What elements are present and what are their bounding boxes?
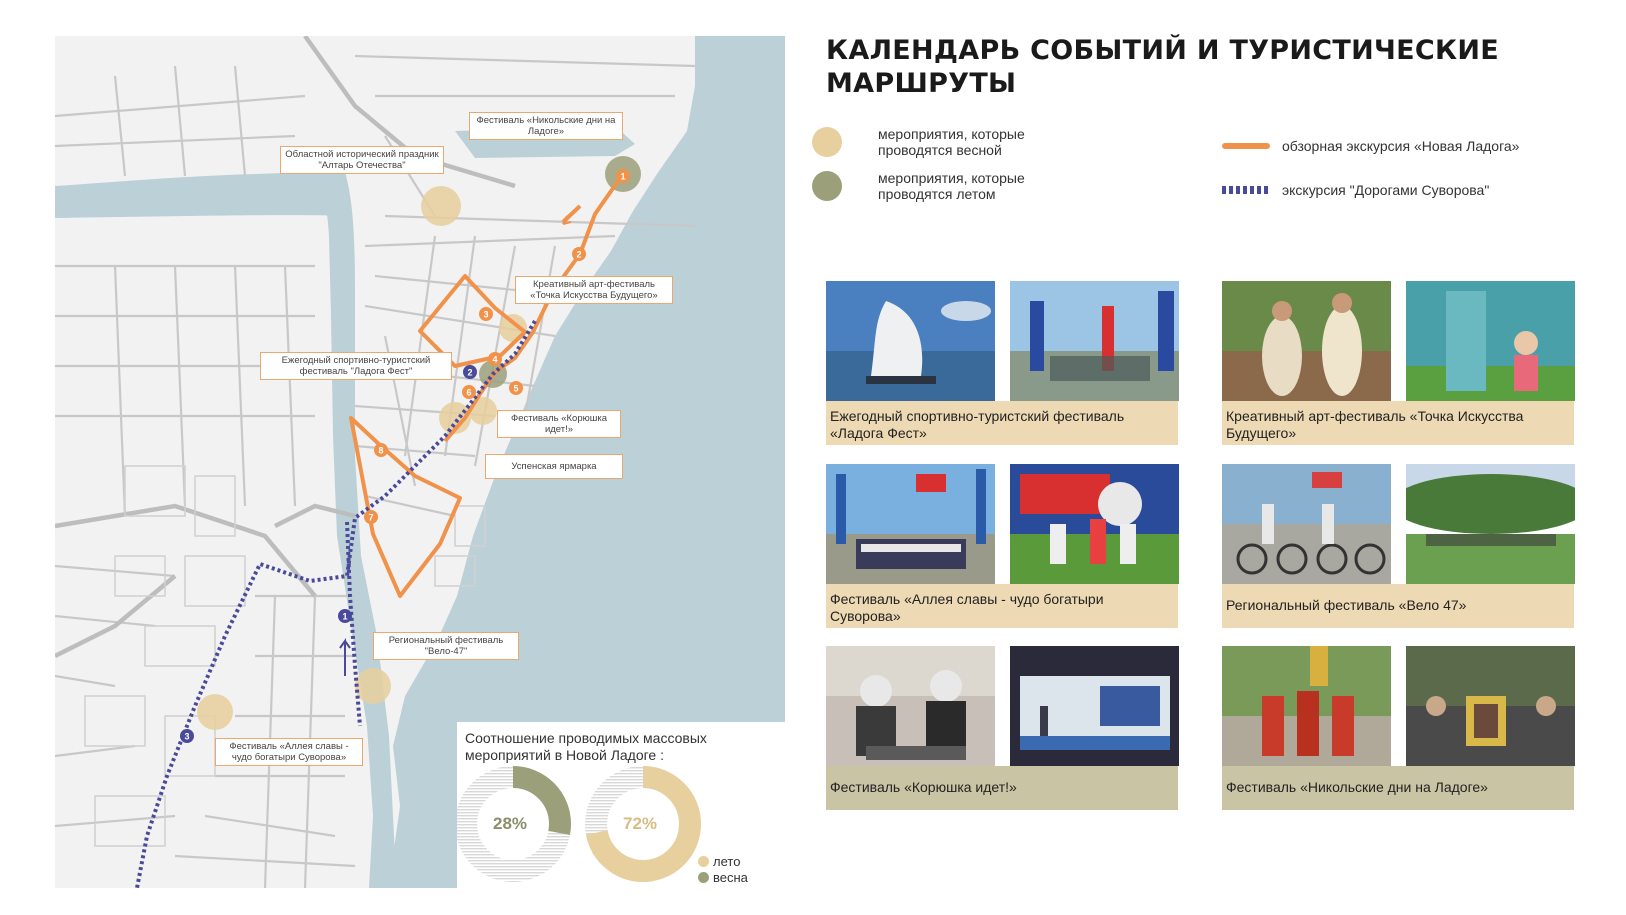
summer-dot-icon [698,872,709,883]
map-label-nikolskie[interactable]: Фестиваль «Никольские дни на Ладоге» [469,112,623,140]
legend-summer-text: мероприятия, которые проводятся летом [878,170,1025,202]
card-caption: Региональный фестиваль «Вело 47» [1222,584,1574,628]
legend-orange-text: обзорная экскурсия «Новая Ладога» [1282,138,1520,154]
dotted-line-icon [1222,186,1270,194]
map-label-velo[interactable]: Региональный фестиваль "Вело-47" [373,632,519,660]
ratio-legend-spring-text: весна [713,870,748,885]
map-label-koryushka[interactable]: Фестиваль «Корюшка идет!» [497,410,621,438]
page-title: КАЛЕНДАРЬ СОБЫТИЙ И ТУРИСТИЧЕСКИЕ МАРШРУТЫ [826,35,1500,99]
photo-bicycles[interactable] [1222,464,1391,584]
photo-dancers[interactable] [1222,281,1391,401]
photo-sailboat[interactable] [826,281,995,401]
map-label-altar[interactable]: Областной исторический праздник "Алтарь Отечества" [280,146,444,174]
summer-circle-icon [812,171,842,201]
route-stop-number: 6 [466,387,472,398]
card-caption: Фестиваль «Корюшка идет!» [826,766,1178,810]
donut-summer-label: 28% [493,814,528,833]
legend-summer [812,170,1112,202]
map-label-alleya[interactable]: Фестиваль «Аллея славы - чудо богатыри Суворова» [215,738,363,766]
route-stop-number: 8 [378,445,384,456]
legend-purple-text: экскурсия "Дорогами Суворова" [1282,182,1490,198]
route-stop-number: 2 [467,367,473,378]
photo-procession[interactable] [1222,646,1391,766]
photo-cyclists-field[interactable] [1406,464,1575,584]
donut-spring-label: 72% [623,814,658,833]
map-label-tochka[interactable]: Креативный арт-фестиваль «Точка Искусства Будущего» [515,276,673,304]
route-stop-number: 1 [342,611,348,622]
orange-line-icon [1222,143,1270,149]
card-caption: Фестиваль «Никольские дни на Ладоге» [1222,766,1574,810]
route-stop-number: 4 [492,354,498,365]
route-stop-number: 3 [483,309,489,320]
map-panel[interactable] [55,36,785,888]
route-stop-number: 2 [576,249,582,260]
card-caption: Ежегодный спортивно-туристский фестиваль «Ладога Фест» [826,401,1178,445]
card-caption: Креативный арт-фестиваль «Точка Искусства Будущего» [1222,401,1574,445]
legend-orange-route [1222,138,1519,154]
route-stop-number: 5 [513,383,519,394]
photo-cooking[interactable] [826,646,995,766]
ratio-panel [457,722,785,888]
map-label-ladoga-fest[interactable]: Ежегодный спортивно-туристский фестиваль "Ладога Фест" [260,352,452,380]
route-stop-number: 3 [184,731,190,742]
ratio-legend-summer-text: лето [713,854,741,869]
ratio-legend-summer [698,854,740,869]
legend-spring-text: мероприятия, которые проводятся весной [878,126,1025,158]
card-caption: Фестиваль «Аллея славы - чудо богатыри Суворова» [826,584,1178,628]
legend-purple-route [1222,182,1489,198]
photo-banners[interactable] [1010,281,1179,401]
map-label-yarmarka[interactable]: Успенская ярмарка [485,454,623,479]
spring-circle-icon [812,127,842,157]
photo-flag-group[interactable] [1010,464,1179,584]
photo-stage[interactable] [1010,646,1179,766]
photo-parade[interactable] [826,464,995,584]
photo-icon-crowd[interactable] [1406,646,1575,766]
ratio-title: Соотношение проводимых массовых мероприятий в Новой Ладоге : [465,730,707,763]
ratio-legend-spring [698,870,748,885]
spring-dot-icon [698,856,709,867]
legend-spring [812,126,1112,158]
route-stop-number: 1 [620,171,626,182]
photo-art-girl[interactable] [1406,281,1575,401]
route-stop-number: 7 [368,512,374,523]
